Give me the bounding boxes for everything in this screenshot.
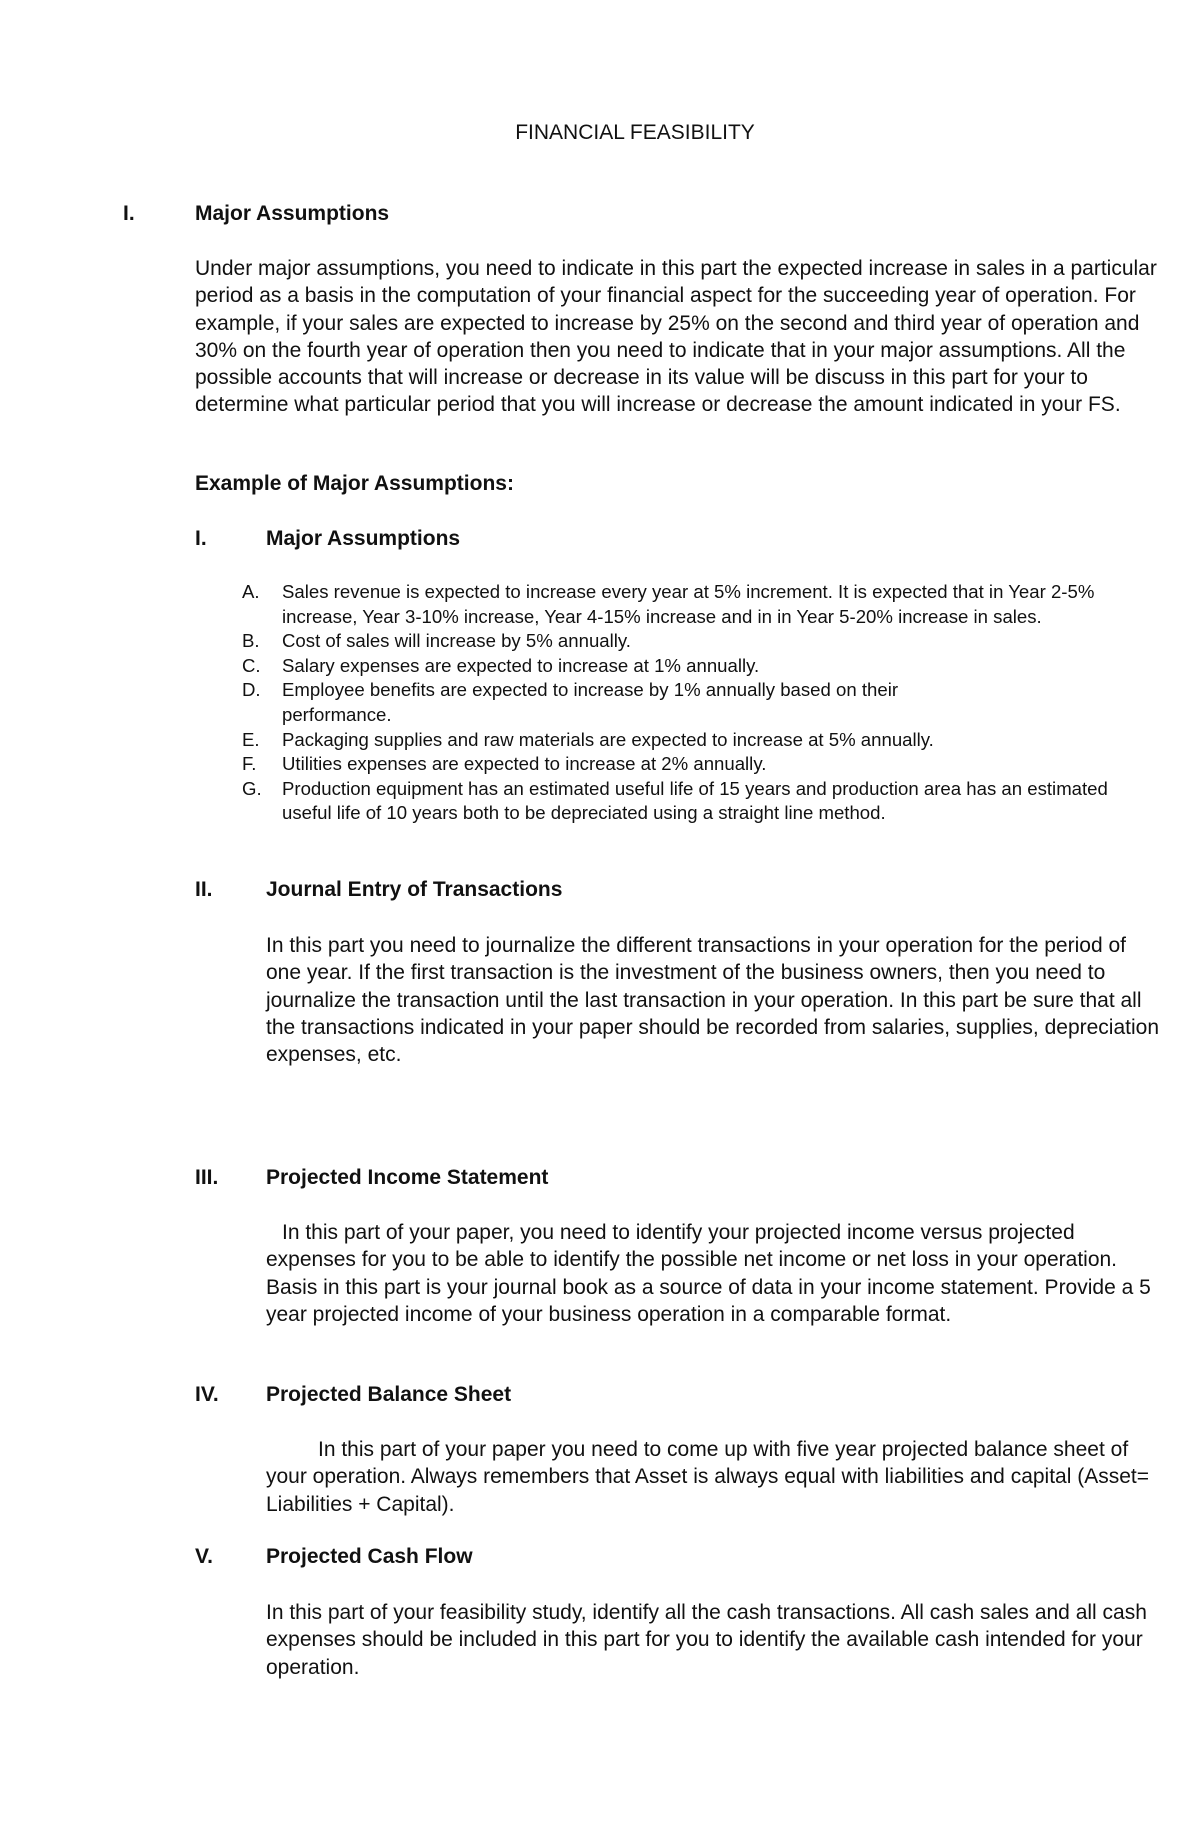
- example-heading: Example of Major Assumptions:: [195, 472, 514, 495]
- list-text: Sales revenue is expected to increase every year at 5% increment. It is expected that in Year 2-5% increase, Year 3-10% increase, Year 4-15% increase and in in Year 5-20% increase in sales.: [282, 581, 1095, 627]
- section-3-number: III.: [195, 1166, 219, 1189]
- list-letter: G.: [242, 777, 262, 799]
- section-1-paragraph: Under major assumptions, you need to indicate in this part the expected increase in sales in a particular period as a basis in the computation of your financial aspect for the succeeding year of operation. For example, if your sales are expected to increase by 25% on the second and third year of operation and 30% on the fourth year of operation then you need to indicate that in your major assumptions. All the possible accounts that will increase or decrease in its value will be discuss in this part for your to determine what particular period that you will increase or decrease the amount indicated in your FS.: [195, 257, 1157, 417]
- list-item: [242, 752, 1142, 777]
- list-letter: C.: [242, 654, 261, 676]
- list-text: Production equipment has an estimated useful life of 15 years and production area has an estimated useful life of 10 years both to be depreciated using a straight line method.: [282, 777, 1108, 824]
- section-1-heading: Major Assumptions: [195, 202, 390, 225]
- list-text: Salary expenses are expected to increase at 1% annually.: [282, 654, 760, 676]
- section-2-number: II.: [195, 878, 213, 901]
- list-letter: D.: [242, 679, 261, 701]
- document-title: FINANCIAL FEASIBILITY: [515, 121, 755, 144]
- list-item: [242, 629, 1142, 654]
- section-5-heading: Projected Cash Flow: [266, 1545, 473, 1568]
- section-4-heading: Projected Balance Sheet: [266, 1383, 512, 1406]
- section-4-number: IV.: [195, 1383, 219, 1406]
- section-2-heading: Journal Entry of Transactions: [266, 878, 563, 901]
- section-3-heading: Projected Income Statement: [266, 1166, 549, 1189]
- section-4-paragraph: In this part of your paper you need to come up with five year projected balance sheet of your operation. Always remembers that Asset is always equal with liabilities and capital (Asset= Liabilities + Capital).: [266, 1438, 1150, 1516]
- list-item: [242, 654, 1142, 679]
- list-letter: E.: [242, 728, 260, 750]
- section-5-paragraph: In this part of your feasibility study, identify all the cash transactions. All cash sales and all cash expenses should be included in this part for you to identify the available cash intended for your operation.: [266, 1601, 1147, 1679]
- list-text: Packaging supplies and raw materials are expected to increase at 5% annually.: [282, 728, 934, 750]
- section-2-paragraph: In this part you need to journalize the different transactions in your operation for the period of one year. If the first transaction is the investment of the business owners, then you need to journalize the transaction until the last transaction in your operation. In this part be sure that all the transactions indicated in your paper should be recorded from salaries, supplies, depreciation expenses, etc.: [266, 934, 1160, 1067]
- section-1-number: I.: [123, 202, 135, 225]
- example-subheading: Major Assumptions: [266, 527, 461, 550]
- list-text: Employee benefits are expected to increase by 1% annually based on their performance.: [282, 679, 899, 725]
- section-5-number: V.: [195, 1545, 213, 1568]
- example-number: I.: [195, 527, 207, 550]
- assumptions-list: [242, 580, 1142, 826]
- list-item: [242, 728, 1142, 753]
- list-item: [242, 678, 902, 727]
- list-item: [242, 580, 1142, 629]
- list-text: Cost of sales will increase by 5% annually.: [282, 630, 631, 652]
- list-text: Utilities expenses are expected to increase at 2% annually.: [282, 753, 767, 775]
- list-letter: B.: [242, 630, 260, 652]
- list-item: [242, 777, 1142, 826]
- section-3-paragraph: In this part of your paper, you need to identify your projected income versus projected expenses for you to be able to identify the possible net income or net loss in your operation. Basis in this part is your journal book as a source of data in your income statement. Provide a 5 year projected income of your business operation in a comparable format.: [266, 1221, 1151, 1326]
- list-letter: A.: [242, 581, 260, 602]
- list-letter: F.: [242, 753, 257, 775]
